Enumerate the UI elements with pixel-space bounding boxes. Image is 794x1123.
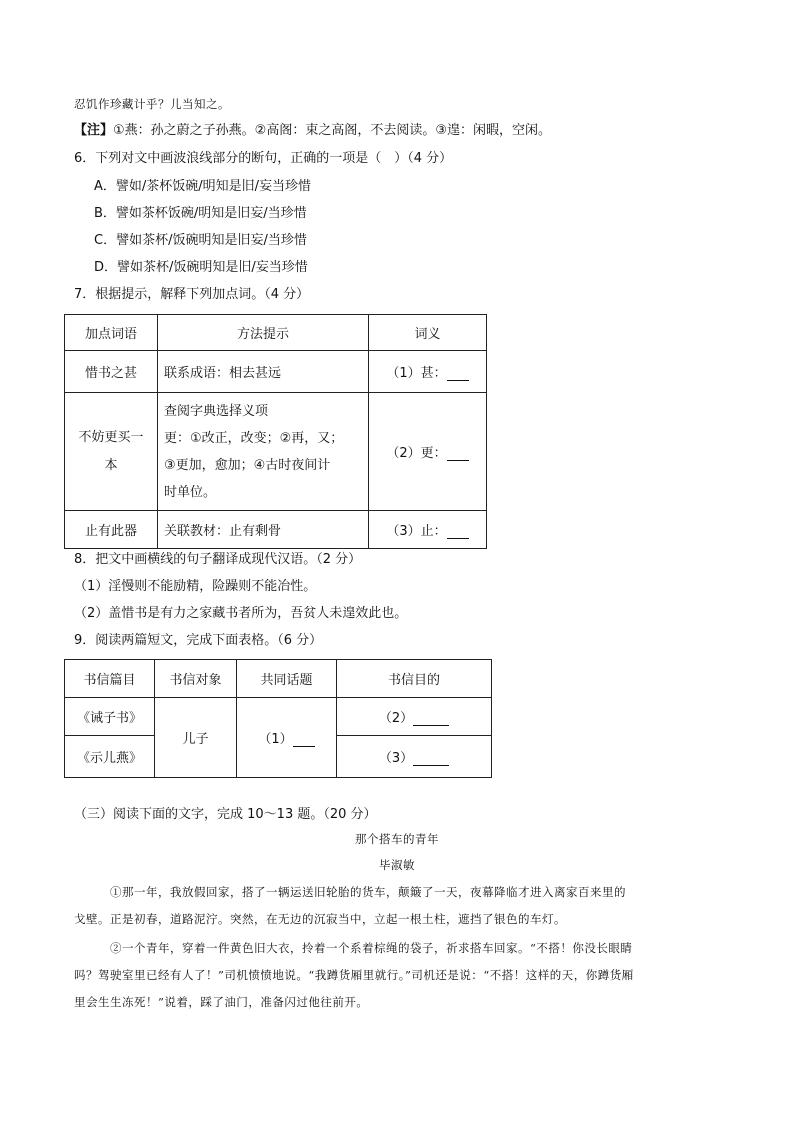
q7-hint-2-line4: 时单位。	[164, 484, 217, 500]
note-text: ①燕：孙之蔚之子孙燕。②高阁：束之高阁，不去阅读。③遑：闲暇，空闲。	[113, 123, 551, 138]
q7-meaning-3-label: （3）止：	[386, 524, 447, 539]
q9-purpose-1	[337, 698, 492, 736]
note-line	[74, 121, 551, 141]
article-title: 那个搭车的青年	[355, 832, 439, 846]
q7-blank-1[interactable]	[447, 366, 469, 381]
q9-purpose-1-label: （2）	[378, 711, 414, 726]
q7-hint-2	[158, 393, 369, 511]
q7-word-2-line1: 不妨更买一	[78, 429, 144, 445]
q7-header-meaning: 词义	[369, 315, 487, 351]
q9-topic	[237, 698, 337, 778]
q7-meaning-2-label: （2）更：	[386, 446, 447, 461]
q9-blank-2[interactable]	[413, 711, 449, 726]
q9-header-target: 书信对象	[155, 660, 237, 698]
q7-blank-2[interactable]	[447, 446, 469, 461]
q7-stem: 7．根据提示，解释下列加点词。（4 分）	[74, 287, 310, 302]
q7-word-2-line2: 本	[104, 457, 118, 473]
para1-line2: 戈壁。正是初春，道路泥泞。突然，在无边的沉寂当中，立起一根土柱，遮挡了银色的车灯。	[74, 912, 566, 926]
q7-word-2	[65, 393, 158, 511]
q6-option-b: B．譬如茶杯饭碗/明知是旧妄/当珍惜	[94, 206, 307, 221]
para2-line1: ②一个青年，穿着一件黄色旧大衣，拎着一个系着棕绳的袋子，祈求搭车回家。“不搭！你没长眼睛	[110, 941, 633, 955]
q9-topic-label: （1）	[258, 732, 293, 747]
q7-meaning-1	[369, 351, 487, 393]
q9-title-2: 《示儿燕》	[65, 736, 155, 778]
q7-word-3: 止有此器	[65, 511, 158, 549]
q8-item-1: （1）淫慢则不能励精，险躁则不能冶性。	[74, 579, 317, 594]
q9-header-title: 书信篇目	[65, 660, 155, 698]
para2-line3: 里会生生冻死！”说着，踩了油门，准备闪过他往前开。	[74, 995, 369, 1009]
q7-header-word: 加点词语	[65, 315, 158, 351]
q7-hint-2-line3: ③更加，愈加；④古时夜间计	[164, 457, 331, 473]
q7-hint-2-line1: 查阅字典选择义项	[164, 403, 269, 419]
q9-title-1: 《诫子书》	[65, 698, 155, 736]
q7-meaning-2	[369, 393, 487, 511]
intro-last-line: 忍饥作珍藏计乎？儿当知之。	[74, 97, 230, 111]
q9-blank-1[interactable]	[293, 732, 315, 747]
q9-table	[64, 659, 492, 778]
article-author: 毕淑敏	[379, 858, 415, 872]
q7-hint-2-line2: 更：①改正，改变；②再，又；	[164, 430, 344, 446]
q6-option-c: C．譬如茶杯/饭碗明知是旧妄/当珍惜	[94, 233, 307, 248]
q9-target: 儿子	[155, 698, 237, 778]
q8-stem: 8．把文中画横线的句子翻译成现代汉语。（2 分）	[74, 552, 362, 567]
para2-line2: 吗？驾驶室里已经有人了！”司机愤愤地说。“我蹲货厢里就行。”司机还是说：“不搭！这样的天，你蹲货厢	[74, 968, 634, 982]
section3-heading: （三）阅读下面的文字，完成 10～13 题。（20 分）	[74, 807, 377, 822]
q9-stem: 9．阅读两篇短文，完成下面表格。（6 分）	[74, 633, 323, 648]
q7-meaning-1-label: （1）甚：	[386, 366, 447, 381]
para1-line1: ①那一年，我放假回家，搭了一辆运送旧轮胎的货车，颠簸了一天，夜幕降临才进入离家百来里的	[110, 885, 626, 899]
q9-purpose-2	[337, 736, 492, 778]
q7-meaning-3	[369, 511, 487, 549]
q7-hint-1: 联系成语：相去甚远	[158, 351, 369, 393]
q7-hint-3: 关联教材：止有剩骨	[158, 511, 369, 549]
q6-option-a: A．譬如/茶杯饭碗/明知是旧/妄当珍惜	[94, 179, 312, 194]
q9-header-topic: 共同话题	[237, 660, 337, 698]
q6-option-d: D．譬如茶杯/饭碗明知是旧/妄当珍惜	[94, 260, 308, 275]
q7-header-hint: 方法提示	[158, 315, 369, 351]
q8-item-2: （2）盖惜书是有力之家藏书者所为，吾贫人未遑效此也。	[74, 606, 408, 621]
q9-header-purpose: 书信目的	[337, 660, 492, 698]
q9-purpose-2-label: （3）	[378, 751, 414, 766]
q7-table	[64, 314, 487, 549]
q9-blank-3[interactable]	[413, 751, 449, 766]
q7-blank-3[interactable]	[447, 524, 469, 539]
q7-word-1: 惜书之甚	[65, 351, 158, 393]
q6-stem: 6．下列对文中画波浪线部分的断句，正确的一项是（ ）（4 分）	[74, 151, 453, 166]
note-tag: 【注】	[74, 123, 114, 138]
